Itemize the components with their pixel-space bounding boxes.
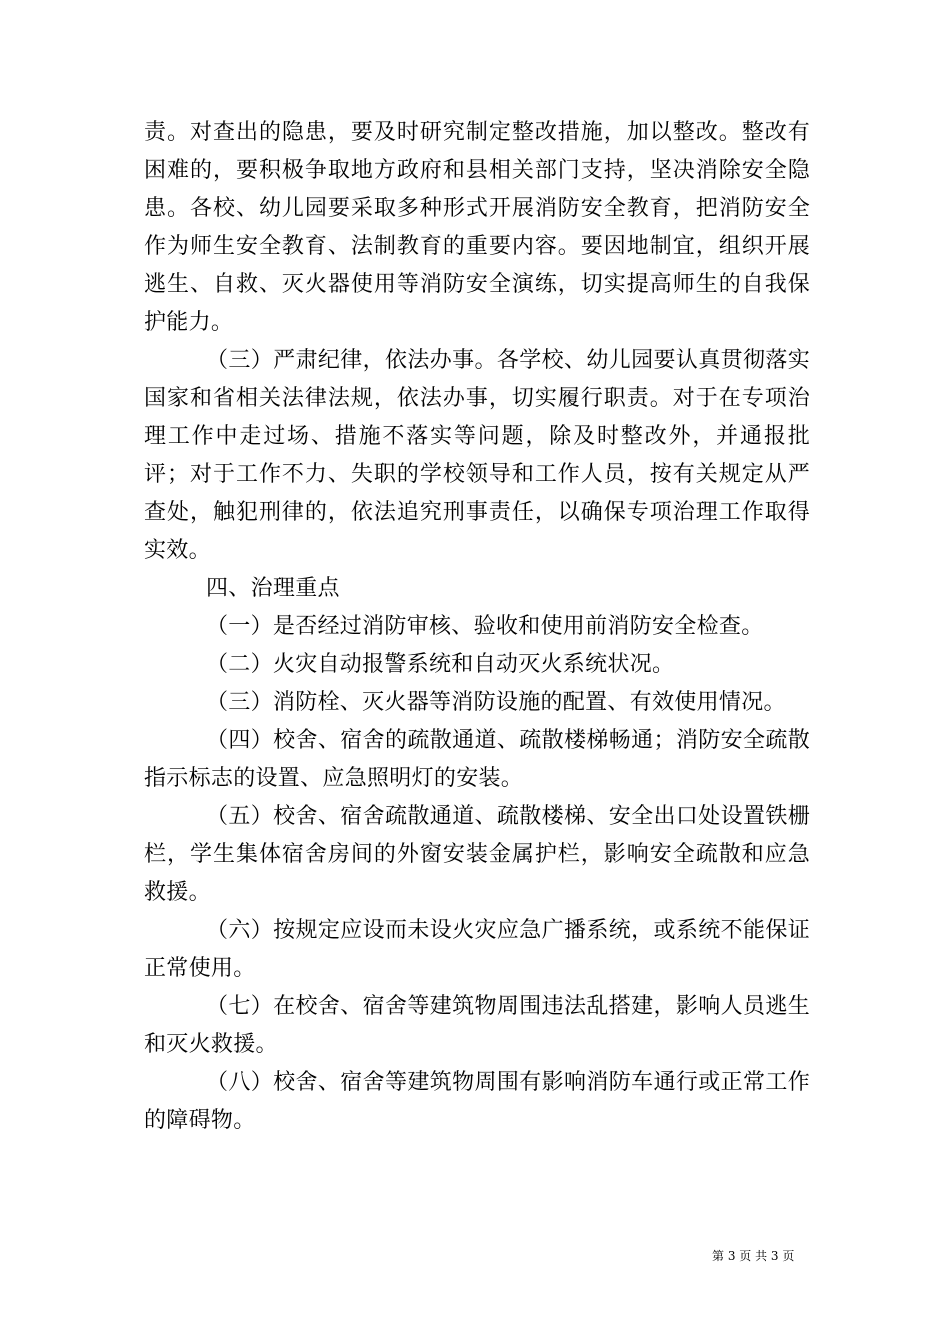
section-heading: 四、治理重点: [206, 576, 340, 601]
paragraph-discipline: （三）严肃纪律，依法办事。各学校、幼儿园要认真贯彻落实国家和省相关法律法规，依法办事，切实履行职责。对于在专项治理工作中走过场、措施不落实等问题，除及时整改外，并通报批评；对于工作不力、失职的学校领导和工作人员，按有关规定从严查处，触犯刑律的，依法追究刑事责任，以确保专项治理工作取得实效。: [144, 348, 810, 563]
list-item-4: （四）校舍、宿舍的疏散通道、疏散楼梯畅通；消防安全疏散指示标志的设置、应急照明灯的安装。: [144, 728, 810, 791]
document-body: [144, 114, 810, 1140]
list-item-7: （七）在校舍、宿舍等建筑物周围违法乱搭建，影响人员逃生和灭火救援。: [144, 994, 810, 1057]
paragraph-continuation: 责。对查出的隐患，要及时研究制定整改措施，加以整改。整改有困难的，要积极争取地方政府和县相关部门支持，坚决消除安全隐患。各校、幼儿园要采取多种形式开展消防安全教育，把消防安全作为师生安全教育、法制教育的重要内容。要因地制宜，组织开展逃生、自救、灭火器使用等消防安全演练，切实提高师生的自我保护能力。: [144, 120, 810, 335]
list-item-8: （八）校舍、宿舍等建筑物周围有影响消防车通行或正常工作的障碍物。: [144, 1070, 810, 1133]
list-item-6: （六）按规定应设而未设火灾应急广播系统，或系统不能保证正常使用。: [144, 918, 810, 981]
list-item-3: （三）消防栓、灭火器等消防设施的配置、有效使用情况。: [206, 690, 786, 715]
list-item-1: （一）是否经过消防审核、验收和使用前消防安全检查。: [206, 614, 764, 639]
page-number: 第 3 页 共 3 页: [712, 1249, 795, 1263]
list-item-5: （五）校舍、宿舍疏散通道、疏散楼梯、安全出口处设置铁栅栏，学生集体宿舍房间的外窗安装金属护栏，影响安全疏散和应急救援。: [144, 804, 810, 905]
list-item-2: （二）火灾自动报警系统和自动灭火系统状况。: [206, 652, 675, 677]
